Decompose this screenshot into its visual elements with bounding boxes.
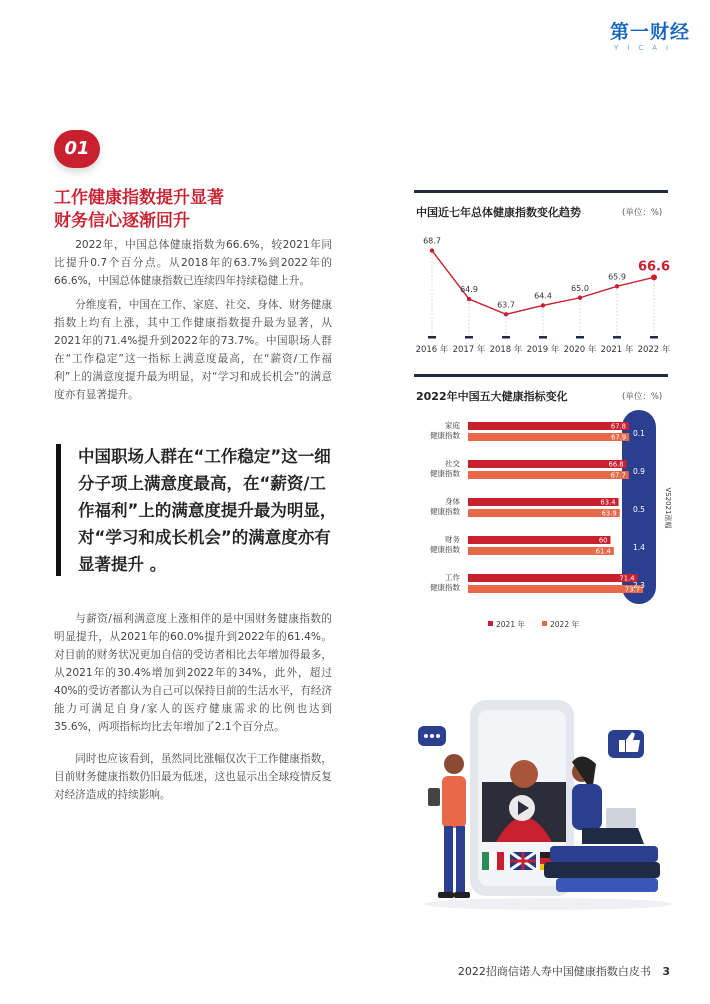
- book-stack: [550, 846, 658, 862]
- bar-2022: [468, 585, 643, 593]
- bar-value-label: 61.4: [595, 547, 611, 556]
- legend-label: 2021 年: [496, 620, 525, 629]
- data-label: 68.7: [423, 236, 441, 246]
- x-tick-label: 2016 年: [415, 345, 449, 355]
- bar-2021: [468, 498, 619, 506]
- data-point: [430, 248, 434, 252]
- bar-2021: [468, 536, 611, 544]
- category-label: 财务: [445, 535, 460, 544]
- bar-value-label: 63.9: [601, 509, 617, 518]
- quote-bar: [56, 444, 61, 576]
- change-value: 2.3: [633, 581, 645, 590]
- category-label: 健康指数: [430, 545, 460, 554]
- category-label: 健康指数: [430, 469, 460, 478]
- chart1-top-rule: [414, 190, 668, 193]
- paragraph-3: 与薪资/福利满意度上涨相伴的是中国财务健康指数的明显提升，从2021年的60.0%提升到2022年的61.4%。对目前的财务状况更加自信的受访者相比去年增加得最多，从2021年的30.4%增加到2022年的34%，此外，超过40%的受访者都认为自己可以保持目前的生活水平，有经济能力可满足自身/家人的医疗健康需求的比例也达到35.6%，两项指标均比去年增加了2.1个百分点。: [54, 613, 332, 733]
- sitting-woman-body: [572, 784, 602, 830]
- presenter-head: [510, 760, 538, 788]
- x-tick-label: 2019 年: [526, 345, 560, 355]
- bar-2021: [468, 460, 627, 468]
- bar-2021: [468, 574, 638, 582]
- standing-man-head: [444, 754, 464, 774]
- x-tick-marker: [576, 336, 584, 339]
- category-label: 身体: [445, 497, 460, 506]
- data-label: 64.4: [534, 291, 552, 301]
- chart1-title: 中国近七年总体健康指数变化趋势: [416, 206, 581, 219]
- bar-2022: [468, 433, 629, 441]
- change-value: 0.1: [633, 429, 645, 438]
- standing-man-leg: [444, 826, 453, 892]
- x-tick-label: 2021 年: [600, 345, 634, 355]
- change-value: 0.9: [633, 467, 645, 476]
- data-point: [578, 296, 582, 300]
- data-point: [615, 284, 619, 288]
- x-tick-label: 2018 年: [489, 345, 523, 355]
- bar-value-label: 67.9: [611, 433, 627, 442]
- footer-title: 2022招商信诺人寿中国健康指数白皮书: [457, 965, 651, 978]
- data-point: [651, 274, 657, 280]
- change-value: 1.4: [633, 543, 645, 552]
- data-label: 65.9: [608, 272, 626, 282]
- category-label: 社交: [445, 459, 460, 468]
- bar-value-label: 73.7: [624, 585, 641, 594]
- x-tick-marker: [613, 336, 621, 339]
- change-value: 0.5: [633, 505, 645, 514]
- x-tick-marker: [465, 336, 473, 339]
- x-tick-marker: [502, 336, 510, 339]
- x-tick-marker: [650, 336, 658, 339]
- paragraph-4: 同时也应该看到，虽然同比涨幅仅次于工作健康指数，目前财务健康指数仍旧最为低迷，这也显示出全球疫情反复对经济造成的持续影响。: [54, 753, 332, 801]
- laptop-icon: [606, 808, 636, 828]
- standing-man-shirt: [442, 776, 466, 828]
- x-tick-label: 2022 年: [637, 345, 671, 355]
- paragraph-1: 2022年，中国总体健康指数为66.6%，较2021年同比提升0.7个百分点。从2018年的63.7%到2022年的66.6%，中国总体健康指数已连续四年持续稳健上升。: [54, 239, 332, 287]
- bar-value-label: 67.7: [610, 471, 626, 480]
- data-label: 66.6: [637, 259, 671, 275]
- category-label: 健康指数: [430, 431, 460, 440]
- pull-quote: 中国职场人群在“工作稳定”这一细分子项上满意度最高，在“薪资/工作福利”上的满意度提升最为明显，对“学习和成长机会”的满意度亦有显著提升 。: [78, 447, 337, 574]
- legend-swatch: [488, 621, 493, 626]
- data-label: 65.0: [571, 283, 589, 293]
- legend-swatch: [542, 621, 547, 626]
- bar-value-label: 63.4: [600, 498, 616, 507]
- bar-value-label: 67.8: [610, 422, 627, 431]
- paragraph-2: 分维度看，中国在工作、家庭、社交、身体、财务健康指数上均有上涨，其中工作健康指数提升最为显著，从2021年的71.4%提升到2022年的73.7%。中国职场人群在“工作稳定”这一指标上满意度最高，在“薪资/工作福利”上的满意度提升最为明显，对“学习和成长机会”的满意度亦有显著提升。: [54, 299, 332, 401]
- page-footer: [458, 963, 670, 979]
- page-number: 3: [662, 965, 670, 978]
- bar-2022: [468, 509, 620, 517]
- bar-value-label: 66.8: [608, 460, 624, 469]
- bar-2021: [468, 422, 629, 430]
- data-label: 64.9: [460, 285, 478, 295]
- bar-value-label: 60: [598, 536, 608, 545]
- section-number-badge: 01: [54, 130, 100, 168]
- data-point: [504, 312, 508, 316]
- bar-2022: [468, 547, 614, 555]
- category-label: 工作: [445, 573, 460, 582]
- chart1-unit: (单位：%): [622, 208, 663, 218]
- x-tick-label: 2017 年: [452, 345, 486, 355]
- five-indices-bar-chart: [410, 408, 680, 640]
- data-point: [541, 303, 545, 307]
- x-tick-marker: [539, 336, 547, 339]
- logo-sub-text: YICAI: [614, 44, 678, 52]
- bar-2022: [468, 471, 629, 479]
- category-label: 健康指数: [430, 507, 460, 516]
- category-label: 家庭: [445, 421, 460, 430]
- chart2-title: 2022年中国五大健康指标变化: [416, 390, 568, 403]
- phone-in-hand-icon: [428, 788, 440, 806]
- yicai-logo: [610, 20, 692, 66]
- section-heading-line2: 财务信心逐渐回升: [54, 211, 190, 231]
- vs-2021-label: VS2021涨幅: [664, 487, 672, 529]
- x-tick-label: 2020 年: [563, 345, 597, 355]
- data-point: [467, 297, 471, 301]
- category-label: 健康指数: [430, 583, 460, 592]
- chart2-top-rule: [414, 374, 668, 377]
- bar-value-label: 71.4: [619, 574, 635, 583]
- illustration-video-chat: [412, 692, 684, 914]
- x-tick-marker: [428, 336, 436, 339]
- data-label: 63.7: [497, 300, 515, 310]
- legend-label: 2022 年: [550, 620, 579, 629]
- section-heading-line1: 工作健康指数提升显著: [54, 188, 224, 208]
- trend-line-chart: [410, 226, 680, 360]
- logo-main-text: 第一财经: [610, 21, 691, 43]
- chart2-unit: (单位：%): [622, 392, 663, 402]
